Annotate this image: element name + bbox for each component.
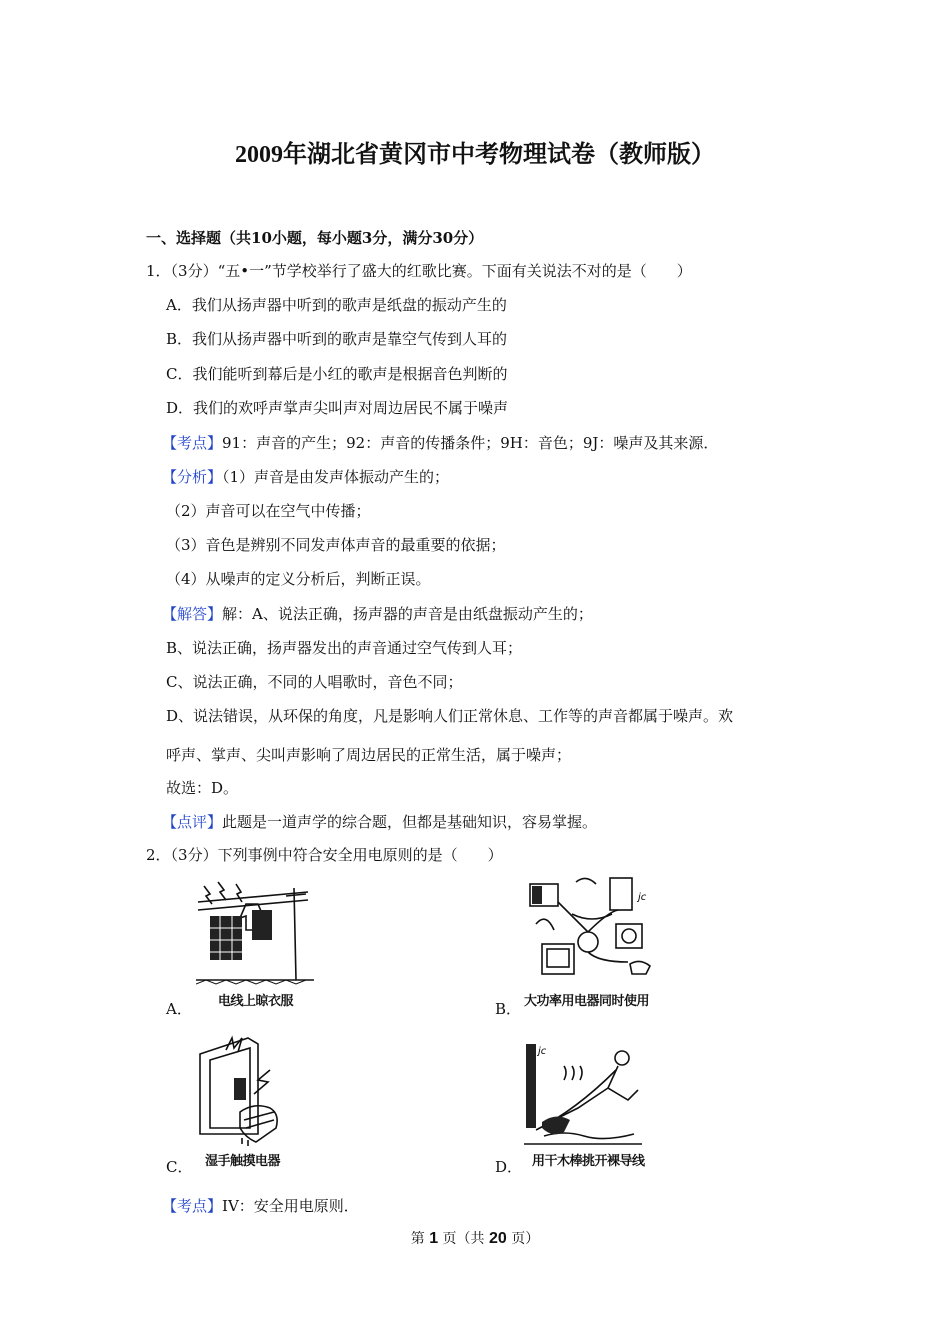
section-heading: 一、选择题（共10小题，每小题3分，满分30分） (146, 229, 484, 247)
watermark-jc: jc (638, 892, 647, 903)
footer-post: 页） (506, 1231, 540, 1247)
q2-kaodian (162, 1196, 359, 1216)
kaodian-tag: 【考点】 (162, 434, 223, 452)
kaodian-tag: 【考点】 (162, 1197, 223, 1215)
kaodian-text: IV：安全用电原则． (222, 1197, 359, 1215)
q1-option-c: C．我们能听到幕后是小红的歌声是根据音色判断的 (166, 365, 508, 383)
jieda-line: D、说法错误，从环保的角度，凡是影响人们正常休息、工作等的声音都属于噪声。欢 (166, 707, 734, 725)
q1-option-d: D．我们的欢呼声掌声尖叫声对周边居民不属于噪声 (166, 399, 509, 417)
fenxi-line: （1）声音是由发声体振动产生的； (222, 468, 450, 486)
fenxi-line: （2）声音可以在空气中传播； (166, 502, 371, 520)
footer-mid: 页（共 (438, 1231, 489, 1247)
q1-fenxi (162, 467, 449, 487)
jieda-line: 故选：D。 (166, 779, 239, 797)
q2-option-c-caption: 湿手触摸电器 (205, 1154, 281, 1169)
q2-stem: 2．（3分）下列事例中符合安全用电原则的是（ ） (146, 846, 503, 864)
dianping-tag: 【点评】 (162, 813, 223, 831)
jieda-line: 呼声、掌声、尖叫声影响了周边居民的正常生活，属于噪声； (166, 746, 572, 764)
page-total: 20 (489, 1230, 507, 1247)
jieda-tag: 【解答】 (162, 605, 223, 623)
q1-stem: 1．（3分）“五•一”节学校举行了盛大的红歌比赛。下面有关说法不对的是（ ） (146, 262, 692, 280)
q1-option-a: A．我们从扬声器中听到的歌声是纸盘的振动产生的 (166, 296, 507, 314)
fenxi-tag: 【分析】 (162, 468, 223, 486)
footer-pre: 第 (410, 1231, 430, 1247)
jieda-line: 解：A、说法正确，扬声器的声音是由纸盘振动产生的； (222, 605, 593, 623)
figure-clothes-on-wire (196, 880, 314, 990)
q1-kaodian (162, 433, 718, 453)
figure-many-appliances (526, 874, 662, 986)
q2-option-d-letter: D． (495, 1158, 523, 1176)
fenxi-line: （3）音色是辨别不同发声体声音的最重要的依据； (166, 536, 506, 554)
dianping-text: 此题是一道声学的综合题，但都是基础知识，容易掌握。 (222, 813, 598, 831)
jieda-line: C、说法正确，不同的人唱歌时，音色不同； (166, 673, 463, 691)
q1-jieda (162, 604, 593, 624)
q1-option-b: B．我们从扬声器中听到的歌声是靠空气传到人耳的 (166, 330, 508, 348)
figure-dry-stick-wire (524, 1040, 642, 1148)
q2-option-a-letter: A． (166, 1000, 192, 1018)
fenxi-line: （4）从噪声的定义分析后，判断正误。 (166, 570, 431, 588)
jieda-line: B、说法正确，扬声器发出的声音通过空气传到人耳； (166, 639, 523, 657)
q2-option-c-letter: C． (166, 1158, 193, 1176)
page-footer (0, 1228, 950, 1248)
watermark-jc: jc (538, 1046, 547, 1057)
q2-option-b-letter: B． (495, 1000, 522, 1018)
page-number: 1 (429, 1230, 439, 1247)
page-title: 2009年湖北省黄冈市中考物理试卷（教师版） (235, 142, 715, 168)
q2-option-b-caption: 大功率用电器同时使用 (524, 994, 650, 1009)
q1-dianping (162, 812, 597, 832)
figure-wet-hand-switch (196, 1034, 294, 1148)
q2-option-d-caption: 用干木棒挑开裸导线 (532, 1154, 645, 1169)
kaodian-text: 91：声音的产生；92：声音的传播条件；9H：音色；9J：噪声及其来源． (222, 434, 719, 452)
q2-option-a-caption: 电线上晾衣服 (218, 994, 294, 1009)
